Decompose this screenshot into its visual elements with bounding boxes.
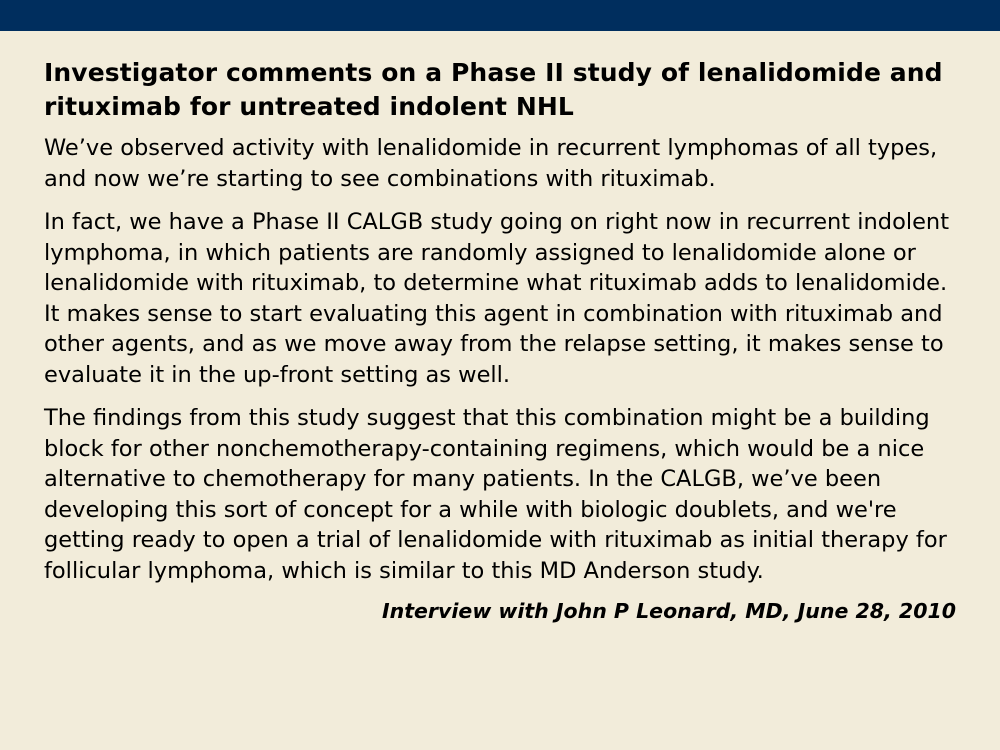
attribution: Interview with John P Leonard, MD, June 28, 2010 xyxy=(382,599,956,623)
header-bar xyxy=(0,0,1000,31)
paragraph-3: The findings from this study suggest that this combination might be a building block for other nonchemotherapy-containing regimens, which would be a nice alternative to chemotherapy for many patients. In the CALGB, we’ve been developing this sort of concept for a while with biologic doublets, and we're getting ready to open a trial of lenalidomide with rituximab as initial therapy for follicular lymphoma, which is similar to this MD Anderson study. xyxy=(44,405,947,584)
slide-content xyxy=(44,56,964,626)
slide-title: Investigator comments on a Phase II study of lenalidomide and rituximab for untreated indolent NHL xyxy=(44,58,943,121)
paragraph-2: In fact, we have a Phase II CALGB study going on right now in recurrent indolent lymphoma, in which patients are randomly assigned to lenalidomide alone or lenalidomide with rituximab, to determine what rituximab adds to lenalidomide. It makes sense to start evaluating this agent in combination with rituximab and other agents, and as we move away from the relapse setting, it makes sense to evaluate it in the up-front setting as well. xyxy=(44,209,950,388)
paragraph-1: We’ve observed activity with lenalidomide in recurrent lymphomas of all types, and now we’re starting to see combinations with rituximab. xyxy=(44,135,938,192)
